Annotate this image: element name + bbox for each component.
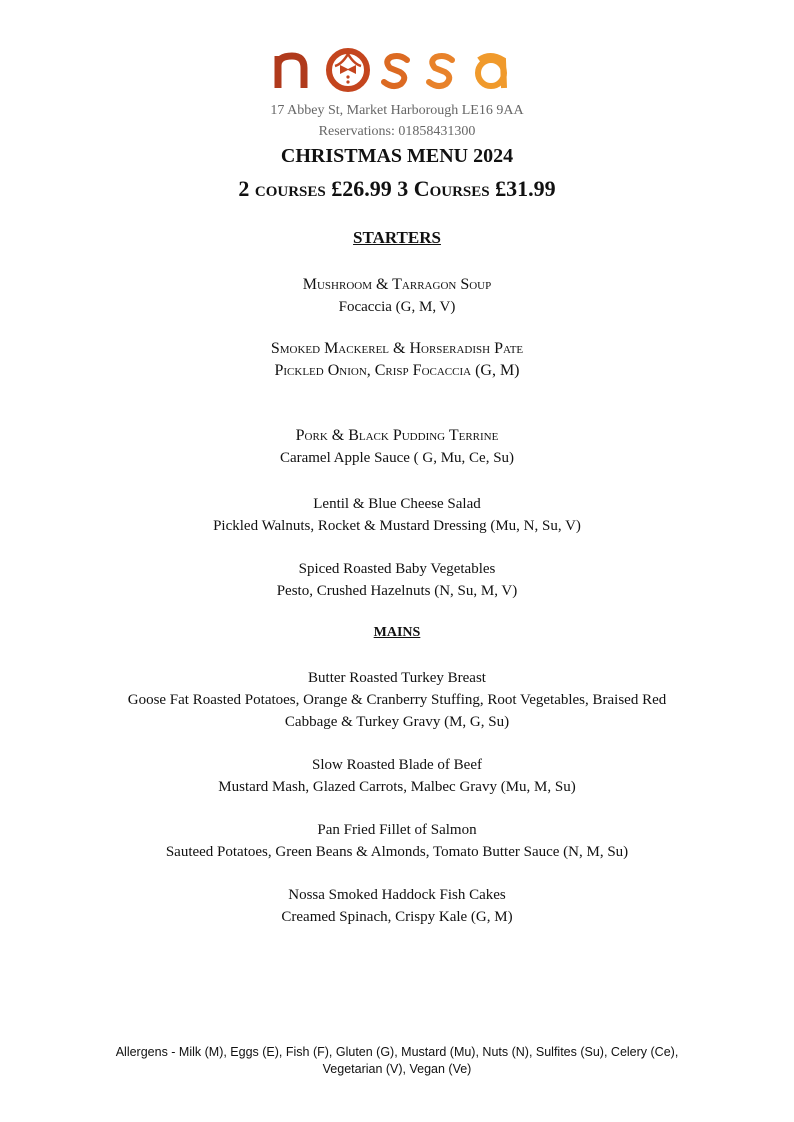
dish-description: Creamed Spinach, Crispy Kale (G, M) — [281, 909, 513, 925]
menu-item — [0, 667, 794, 733]
restaurant-address: 17 Abbey St, Market Harborough LE16 9AA — [270, 103, 524, 118]
dish-name: Pork & Black Pudding Terrine — [295, 427, 499, 444]
allergens-note — [80, 1044, 714, 1078]
dish-name: Butter Roasted Turkey Breast — [308, 670, 486, 686]
dish-description: Mustard Mash, Glazed Carrots, Malbec Gravy (Mu, M, Su) — [218, 779, 576, 795]
dish-name: Lentil & Blue Cheese Salad — [313, 496, 481, 512]
dish-description: Sauteed Potatoes, Green Beans & Almonds, Tomato Butter Sauce (N, M, Su) — [165, 844, 629, 860]
dish-description: Pesto, Crushed Hazelnuts (N, Su, M, V) — [276, 583, 518, 599]
dish-name: Slow Roasted Blade of Beef — [312, 757, 482, 773]
menu-item — [0, 819, 794, 863]
restaurant-address-block — [0, 100, 794, 142]
dish-description: Pickled Walnuts, Rocket & Mustard Dressing (Mu, N, Su, V) — [213, 518, 581, 534]
dish-name: Pan Fried Fillet of Salmon — [317, 822, 477, 838]
mains-heading: MAINS — [373, 625, 421, 640]
dish-name: Nossa Smoked Haddock Fish Cakes — [288, 887, 506, 903]
allergens-line: Vegetarian (V), Vegan (Ve) — [322, 1062, 472, 1076]
dish-description: Caramel Apple Sauce ( G, Mu, Ce, Su) — [279, 450, 515, 466]
reservations-phone: Reservations: 01858431300 — [318, 124, 476, 139]
allergens-line: Allergens - Milk (M), Eggs (E), Fish (F), Gluten (G), Mustard (Mu), Nuts (N), Sulfites (Su), Celery (Ce), — [115, 1045, 679, 1059]
starters-heading: STARTERS — [353, 228, 441, 247]
dish-description: Goose Fat Roasted Potatoes, Orange & Cranberry Stuffing, Root Vegetables, Braised Red — [127, 692, 667, 708]
menu-item — [0, 338, 794, 382]
dish-description: Focaccia (G, M, V) — [338, 299, 456, 315]
dish-name: Mushroom & Tarragon Soup — [302, 276, 492, 293]
menu-title: CHRISTMAS MENU 2024 — [280, 145, 514, 167]
menu-item — [0, 493, 794, 537]
dish-description: Pickled Onion, Crisp Focaccia (G, M) — [274, 362, 520, 379]
nossa-logo-graphic — [272, 42, 522, 94]
dish-name: Spiced Roasted Baby Vegetables — [298, 561, 496, 577]
menu-item — [0, 884, 794, 928]
dish-description-continued: Cabbage & Turkey Gravy (M, G, Su) — [284, 714, 510, 730]
menu-item — [0, 425, 794, 469]
menu-item — [0, 558, 794, 602]
menu-item — [0, 754, 794, 798]
nossa-logo — [0, 42, 794, 94]
dish-name: Smoked Mackerel & Horseradish Pate — [270, 340, 524, 357]
menu-price-line: 2 courses £26.99 3 Courses £31.99 — [238, 176, 556, 201]
menu-item — [0, 274, 794, 318]
